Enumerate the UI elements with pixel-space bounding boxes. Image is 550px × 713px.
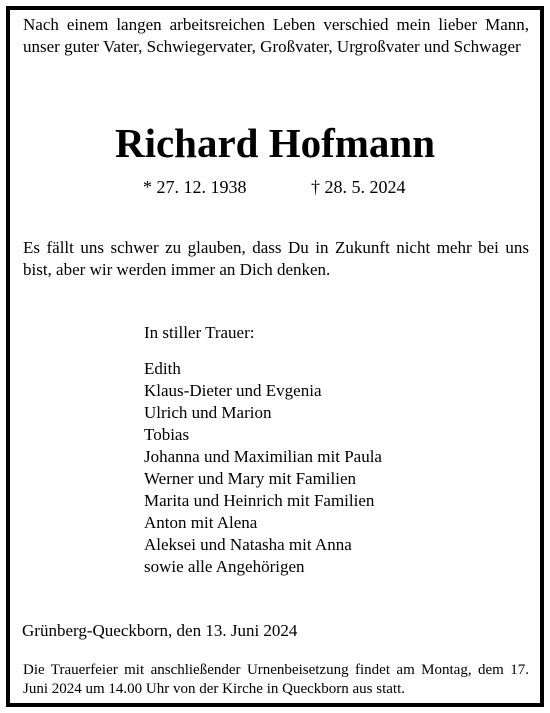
place-and-date: Grünberg-Queckborn, den 13. Juni 2024 (22, 621, 298, 640)
mourner-name: Klaus-Dieter und Evgenia (144, 381, 322, 400)
memorial-message: Es fällt uns schwer zu glauben, dass Du in Zukunft nicht mehr bei uns bist, aber wir werden immer an Dich denken. (23, 238, 529, 279)
mourner-name: Ulrich und Marion (144, 403, 272, 422)
mourner-name: Edith (144, 359, 181, 378)
mourner-name: Marita und Heinrich mit Familien (144, 491, 375, 510)
service-details: Die Trauerfeier mit anschließender Urnenbeisetzung findet am Montag, dem 17. Juni 2024 um 14.00 Uhr von der Kirche in Queckborn aus statt. (23, 662, 529, 697)
death-date: † 28. 5. 2024 (311, 177, 406, 197)
mourners-heading: In stiller Trauer: (144, 323, 255, 342)
mourner-name: Aleksei und Natasha mit Anna (144, 535, 352, 554)
deceased-name: Richard Hofmann (114, 120, 436, 166)
mourner-name: Tobias (144, 425, 190, 444)
intro-text: Nach einem langen arbeitsreichen Leben verschied mein lieber Mann, unser guter Vater, Schwiegervater, Großvater, Urgroßvater und Schwager (23, 15, 529, 56)
mourners-section (144, 322, 382, 578)
mourner-name: Anton mit Alena (144, 513, 258, 532)
mourner-list (144, 358, 382, 578)
birth-date: * 27. 12. 1938 (143, 177, 247, 197)
mourner-name: Werner und Mary mit Familien (144, 469, 357, 488)
mourner-name: sowie alle Angehörigen (144, 557, 305, 576)
mourner-name: Johanna und Maximilian mit Paula (144, 447, 382, 466)
